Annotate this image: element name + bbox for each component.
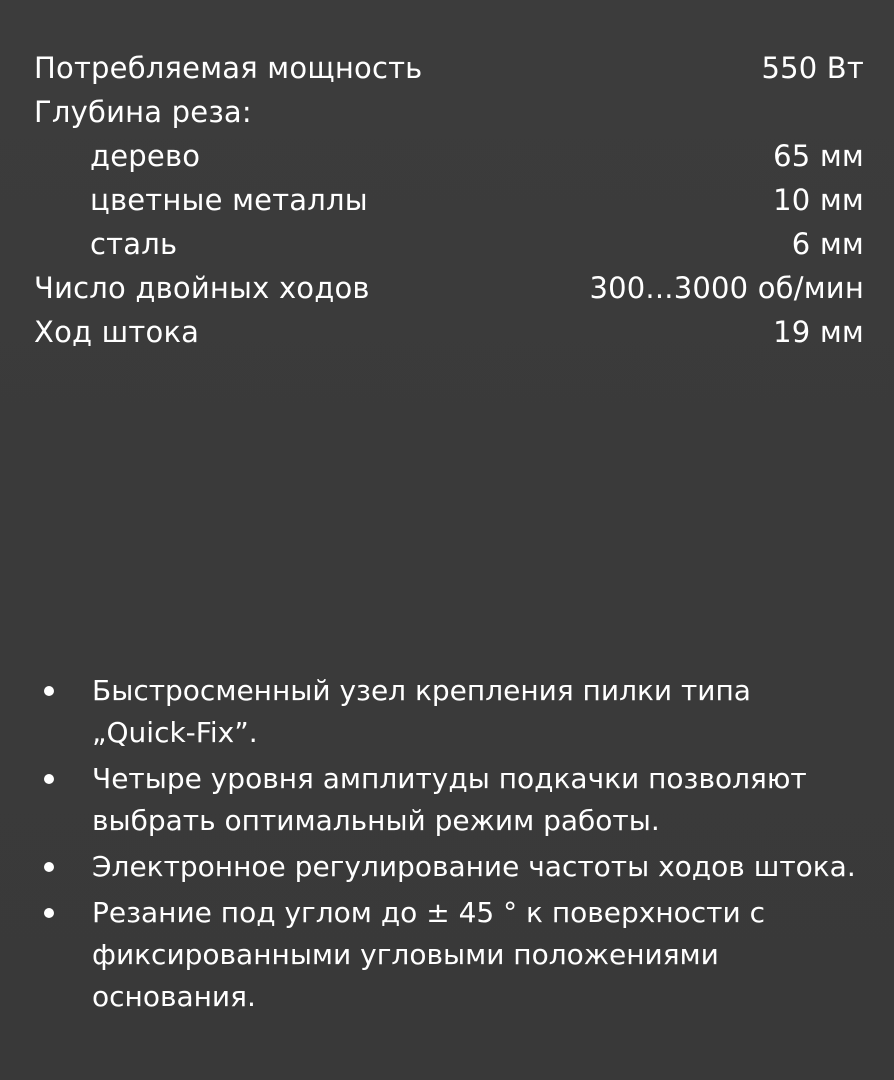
feature-text: Электронное регулирование частоты ходов штока. [92, 850, 856, 883]
spec-value: 300...3000 об/мин [589, 271, 864, 305]
spec-row-nonferrous-metals [34, 178, 864, 222]
spec-label: Число двойных ходов [34, 271, 370, 305]
bullet-icon [44, 862, 54, 872]
spec-row-wood [34, 134, 864, 178]
spec-row-cut-depth-heading [34, 90, 864, 134]
feature-item [40, 892, 860, 1018]
spec-value: 65 мм [773, 139, 864, 173]
spec-label: Ход штока [34, 315, 200, 349]
spec-label: цветные металлы [90, 183, 368, 217]
feature-item [40, 846, 860, 888]
feature-item [40, 670, 860, 754]
bullet-icon [44, 686, 54, 696]
features-list [40, 670, 860, 1022]
spec-value: 550 Вт [761, 51, 864, 85]
spec-row-stroke-length [34, 310, 864, 354]
spec-value: 6 мм [791, 227, 864, 261]
spec-row-power [34, 46, 864, 90]
bullet-icon [44, 774, 54, 784]
spec-value: 19 мм [773, 315, 864, 349]
feature-text: Быстросменный узел крепления пилки типа „Quick-Fix”. [92, 674, 751, 749]
spec-row-steel [34, 222, 864, 266]
feature-text: Резание под углом до ± 45 ° к поверхности с фиксированными угловыми положениями основания. [92, 896, 765, 1013]
bullet-icon [44, 908, 54, 918]
feature-text: Четыре уровня амплитуды подкачки позволяют выбрать оптимальный режим работы. [92, 762, 807, 837]
spec-value: 10 мм [773, 183, 864, 217]
spec-label: Глубина реза: [34, 95, 252, 129]
spec-row-stroke-rate [34, 266, 864, 310]
specifications-table [34, 46, 864, 354]
spec-label: Потребляемая мощность [34, 51, 423, 85]
spec-label: дерево [90, 139, 201, 173]
feature-item [40, 758, 860, 842]
spec-label: сталь [90, 227, 178, 261]
